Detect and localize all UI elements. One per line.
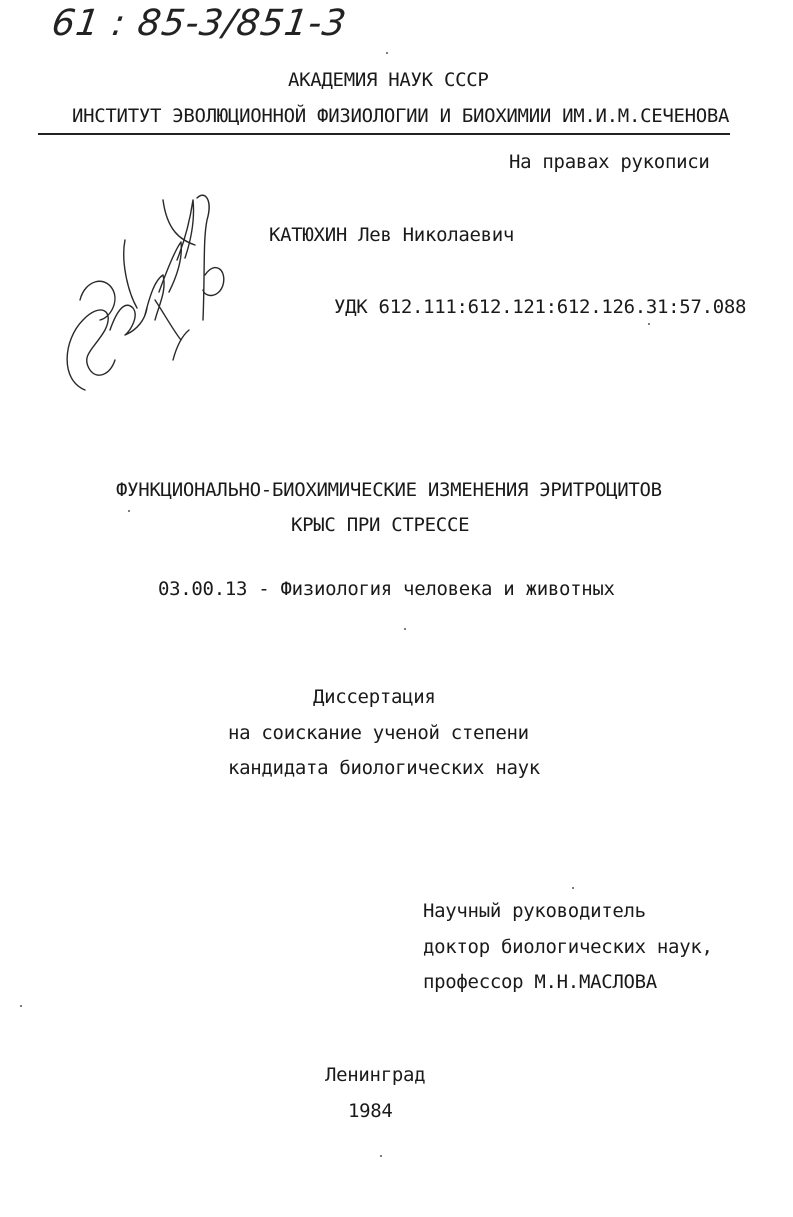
degree-line2: кандидата биологических наук: [228, 757, 540, 779]
scan-speck: [20, 1005, 22, 1007]
scan-speck: [380, 1155, 382, 1157]
city-name: Ленинград: [325, 1064, 426, 1086]
handwritten-signature: [55, 180, 235, 410]
author-name: КАТЮХИН Лев Николаевич: [269, 224, 515, 246]
scan-speck: [386, 52, 388, 54]
year: 1984: [348, 1100, 393, 1122]
supervisor-degree: доктор биологических наук,: [423, 936, 713, 958]
manuscript-note: На правах рукописи: [509, 151, 710, 173]
header-divider: [38, 133, 730, 135]
dissertation-label: Диссертация: [313, 686, 436, 708]
scan-speck: [572, 887, 574, 889]
dissertation-title-line1: ФУНКЦИОНАЛЬНО-БИОХИМИЧЕСКИЕ ИЗМЕНЕНИЯ ЭРИТРОЦИТОВ: [116, 479, 662, 501]
scan-speck: [404, 628, 406, 630]
handwritten-archive-number: 61 : 85-3/851-3: [49, 3, 350, 44]
supervisor-label: Научный руководитель: [423, 900, 646, 922]
udk-code: УДК 612.111:612.121:612.126.31:57.088: [334, 296, 747, 318]
scan-speck: [648, 323, 650, 325]
scan-speck: [128, 510, 130, 512]
supervisor-name: профессор М.Н.МАСЛОВА: [423, 971, 657, 993]
dissertation-title-line2: КРЫС ПРИ СТРЕССЕ: [291, 514, 470, 536]
institute-name: ИНСТИТУТ ЭВОЛЮЦИОННОЙ ФИЗИОЛОГИИ И БИОХИМИИ ИМ.И.М.СЕЧЕНОВА: [72, 105, 730, 127]
specialty-code: 03.00.13 - Физиология человека и животных: [158, 578, 615, 600]
academy-name: АКАДЕМИЯ НАУК СССР: [288, 69, 489, 91]
degree-line1: на соискание ученой степени: [228, 722, 529, 744]
